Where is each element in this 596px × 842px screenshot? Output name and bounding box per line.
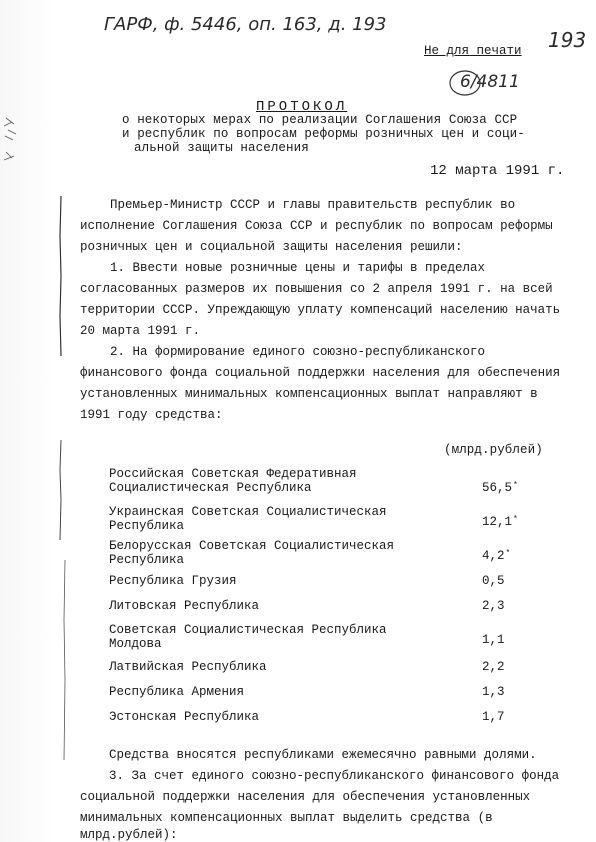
table-row-name bbox=[109, 623, 387, 651]
name-line: Социалистическая Республика bbox=[109, 481, 312, 495]
table-row-value bbox=[482, 685, 530, 699]
value: 0,5 bbox=[482, 574, 505, 588]
value: 2,2 bbox=[482, 660, 505, 674]
intro-line: исполнение Соглашения Союза ССР и республик по вопросам реформы bbox=[80, 219, 553, 233]
name-line: Белорусская Советская Социалистическая bbox=[109, 539, 395, 553]
name-line: Республика bbox=[109, 553, 185, 567]
table-row-name bbox=[109, 710, 259, 724]
margin-line-3 bbox=[62, 560, 68, 760]
not-for-print-mark: Не для печати bbox=[424, 44, 522, 58]
table-row-name bbox=[109, 599, 259, 613]
name-line: Республика Грузия bbox=[109, 574, 237, 588]
table-row-value bbox=[482, 633, 530, 647]
value: 2,3 bbox=[482, 599, 505, 613]
item2-line: 2. На формирование единого союзно-республиканского bbox=[110, 345, 486, 359]
page-number: 193 bbox=[548, 28, 587, 52]
table-row-value bbox=[482, 481, 530, 495]
item1-line: территории СССР. Упреждающую уплату компенсаций населению начать bbox=[80, 303, 561, 317]
table-row-name bbox=[109, 685, 244, 699]
item3-line: минимальных компенсационных выплат выделить средства (в bbox=[80, 811, 493, 825]
name-line: Эстонская Республика bbox=[109, 710, 260, 724]
item1-line: согласованных размеров их повышения со 2 апреля 1991 г. на всей bbox=[80, 282, 553, 296]
item1-line: 20 марта 1991 г. bbox=[80, 324, 201, 338]
value: 1,1 bbox=[482, 633, 505, 647]
document-title: ПРОТОКОЛ bbox=[256, 99, 348, 115]
archive-reference: ГАРФ, ф. 5446, оп. 163, д. 193 bbox=[104, 14, 387, 35]
name-line: Российская Советская Федеративная bbox=[109, 467, 357, 481]
table-row-value bbox=[482, 710, 530, 724]
item3-line: 3. За счет единого союзно-республиканского финансового фонда bbox=[109, 769, 560, 783]
name-line: Украинская Советская Социалистическая bbox=[109, 505, 387, 519]
table-row-value bbox=[482, 660, 530, 674]
value: 1,3 bbox=[482, 685, 505, 699]
item2-line: финансового фонда социальной поддержки населения для обеспечения bbox=[80, 366, 561, 380]
table-row-value bbox=[482, 599, 530, 613]
value: 12,1 bbox=[482, 515, 513, 529]
document-subtitle bbox=[122, 113, 525, 155]
subtitle-line: и республик по вопросам реформы розничных цен и соци- bbox=[122, 127, 525, 141]
table-row-name bbox=[109, 660, 267, 674]
item2-line: 1991 году средства: bbox=[80, 408, 223, 422]
value: 56,5 bbox=[482, 481, 513, 495]
value: 1,7 bbox=[482, 710, 505, 724]
table-row-name bbox=[109, 467, 357, 495]
name-line: Латвийская Республика bbox=[109, 660, 267, 674]
table-row-name bbox=[109, 505, 387, 533]
footnote-mark: * bbox=[505, 549, 511, 558]
table-row-value bbox=[482, 515, 530, 529]
item2-line: установленных минимальных компенсационных выплат направляют в bbox=[80, 387, 538, 401]
name-line: Республика bbox=[109, 519, 185, 533]
binding-marks bbox=[0, 100, 40, 740]
item3-line: млрд.рублей): bbox=[80, 828, 178, 842]
value: 4,2 bbox=[482, 549, 505, 563]
subtitle-line: о некоторых мерах по реализации Соглашения Союза ССР bbox=[122, 113, 518, 127]
table-row-value bbox=[482, 574, 530, 588]
footnote-mark: * bbox=[513, 515, 518, 524]
document-date: 12 марта 1991 г. bbox=[430, 163, 565, 179]
name-line: Советская Социалистическая Республика bbox=[109, 623, 387, 637]
table-row-value bbox=[482, 549, 530, 563]
intro-line: Премьер-Министр СССР и главы правительств республик во bbox=[110, 198, 516, 212]
name-line: Республика Армения bbox=[109, 685, 245, 699]
table-row-name bbox=[109, 574, 237, 588]
doc-number: 6/4811 bbox=[460, 72, 520, 92]
unit-label: (млрд.рублей) bbox=[444, 443, 543, 457]
table-row-name bbox=[109, 539, 394, 567]
footnote-mark: * bbox=[513, 481, 518, 490]
name-line: Литовская Республика bbox=[109, 599, 260, 613]
margin-line-2 bbox=[58, 440, 64, 540]
intro-line: розничных цен и социальной защиты населения решили: bbox=[80, 240, 463, 254]
item3-line: социальной поддержки населения для обеспечения установленных bbox=[80, 790, 531, 804]
subtitle-line: альной защиты населения bbox=[134, 141, 309, 155]
name-line: Молдова bbox=[109, 637, 162, 651]
item1-line: 1. Ввести новые розничные цены и тарифы в пределах bbox=[110, 261, 486, 275]
margin-line-1 bbox=[58, 196, 64, 356]
after-table-text: Средства вносятся республиками ежемесячно равными долями. bbox=[109, 748, 537, 762]
